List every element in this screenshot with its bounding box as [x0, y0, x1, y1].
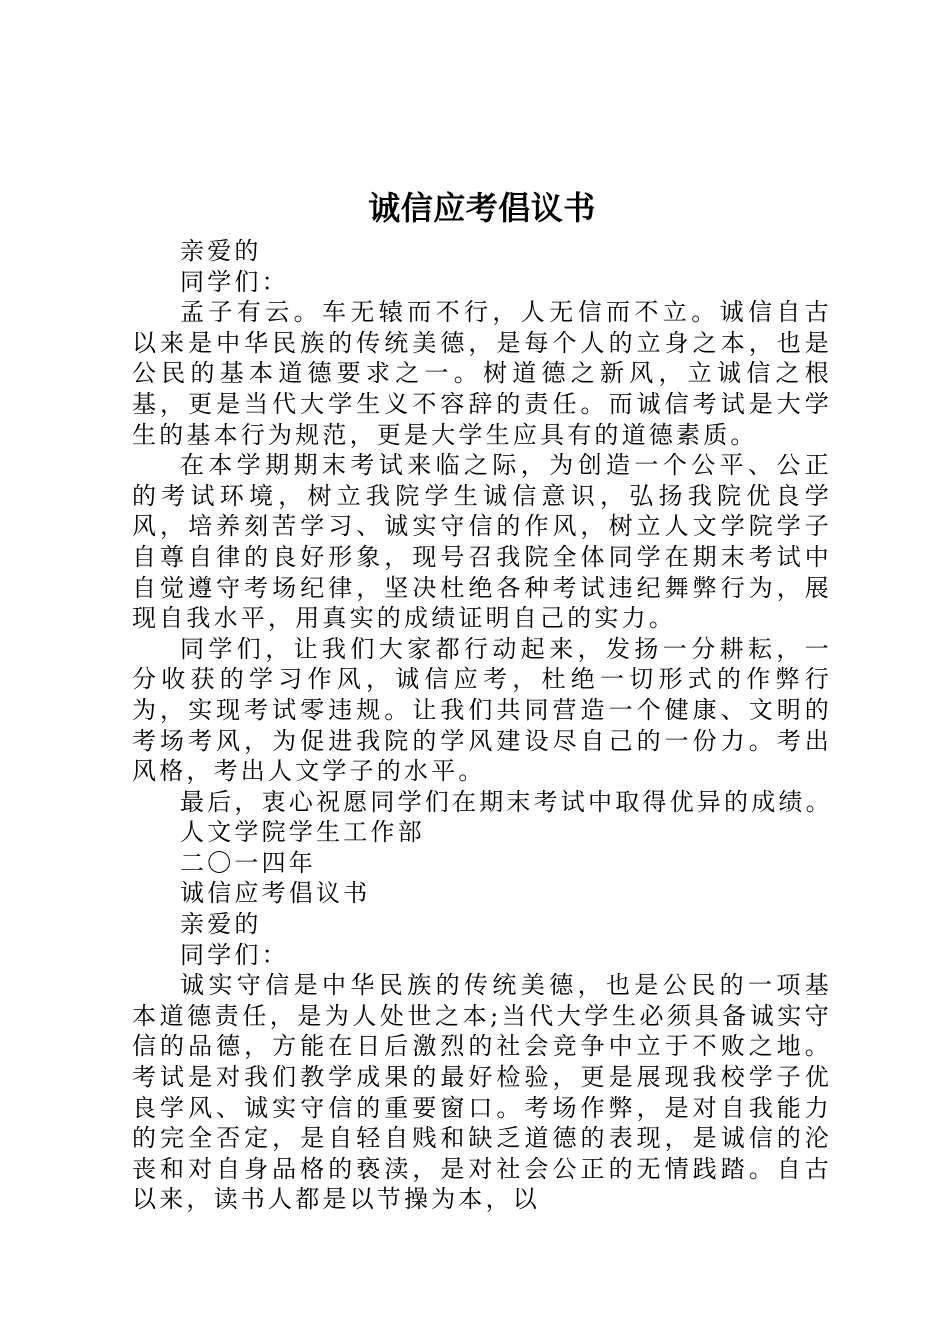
salutation-line-1: 亲爱的 — [180, 237, 262, 265]
closing-line: 最后，衷心祝愿同学们在期末考试中取得优异的成绩。 — [180, 787, 833, 816]
salutation-line-2: 同学们： — [180, 267, 289, 296]
body-paragraph-2: 在本学期期末考试来临之际，为创造一个公平、公正的考试环境，树立我院学生诚信意识，弘扬我院优良学风，培养刻苦学习、诚实守信的作风，树立人文学院学子自尊自律的良好形象，现号召我院全体同学在期末考试中自觉遵守考场纪律，坚决杜绝各种考试违纪舞弊行为，展现自我水平，用真实的成绩证明自己的实力。 — [132, 451, 832, 633]
section-2-paragraph: 诚实守信是中华民族的传统美德，也是公民的一项基本道德责任，是为人处世之本;当代大学生必须具备诚实守信的品德，方能在日后激烈的社会竞争中立于不败之地。考试是对我们教学成果的最好检验，更是展现我校学子优良学风、诚实守信的重要窗口。考场作弊，是对自我能力的完全否定，是自轻自贱和缺乏道德的表现，是诚信的沦丧和对自身品格的亵渎，是对社会公正的无情践踏。自古以来，读书人都是以节操为本，以 — [132, 971, 832, 1214]
section-2-salutation-line-2: 同学们： — [180, 940, 289, 969]
body-paragraph-3: 同学们，让我们大家都行动起来，发扬一分耕耘，一分收获的学习作风，诚信应考，杜绝一切形式的作弊行为，实现考试零违规。让我们共同营造一个健康、文明的考场考风，为促进我院的学风建设尽自己的一份力。考出风格，考出人文学子的水平。 — [132, 634, 832, 786]
section-2-title: 诚信应考倡议书 — [180, 879, 371, 908]
document-title: 诚信应考倡议书 — [368, 189, 596, 227]
document-page — [132, 188, 832, 1215]
body-paragraph-1: 孟子有云。车无辕而不行，人无信而不立。诚信自古以来是中华民族的传统美德，是每个人的立身之本，也是公民的基本道德要求之一。树道德之新风，立诚信之根基，更是当代大学生义不容辞的责任。而诚信考试是大学生的基本行为规范，更是大学生应具有的道德素质。 — [132, 298, 832, 449]
section-2-salutation-line-1: 亲爱的 — [180, 910, 262, 939]
signature-line: 人文学院学生工作部 — [180, 818, 425, 847]
date-line: 二〇一四年 — [180, 848, 316, 877]
